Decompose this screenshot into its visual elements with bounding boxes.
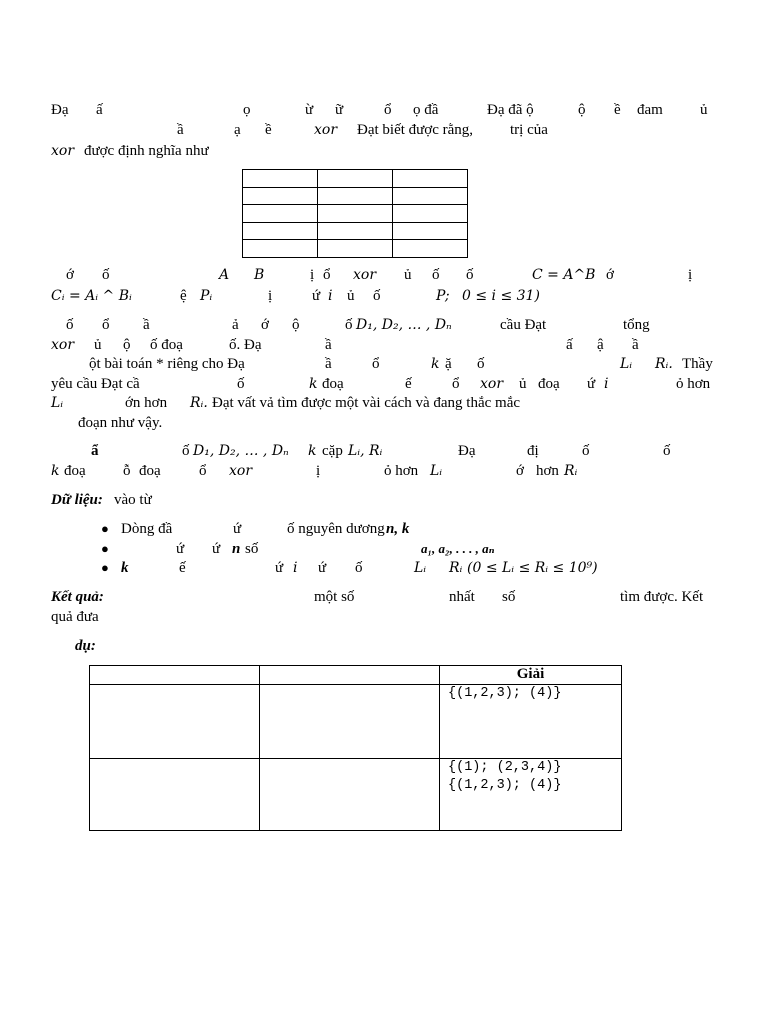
text-fragment: ỏ hơn [676,376,711,392]
math-xor: xor [51,337,75,353]
text-fragment: ủ [404,267,412,283]
text-fragment: ố [373,288,381,304]
text-fragment: ố [102,267,110,283]
text-fragment: đoạ [64,463,86,479]
table-cell [243,222,318,240]
text-fragment: cặp [322,443,343,459]
text-fragment: số [245,541,259,557]
table-row [90,759,622,831]
table-cell [393,187,468,205]
text-fragment: ị [268,288,273,304]
text-fragment: ố nguyên dương [287,521,385,537]
text-fragment: ệ [180,288,187,304]
text-fragment: ổ [199,463,207,479]
math-var: Pᵢ [200,288,213,304]
math-var: Rᵢ [449,560,463,576]
math-xor: xor [314,122,338,138]
text-fragment: ứ [312,288,321,304]
text-fragment: ứ [275,560,284,576]
text-fragment: đam [637,102,663,118]
table-cell [243,187,318,205]
math-formula: C = A^B [532,267,596,283]
text-fragment: cầu Đạt [500,317,547,333]
text-fragment: ố đoạ [150,337,183,353]
text-fragment: Đạ [51,102,69,118]
text-fragment: ớ [606,267,614,283]
input-heading: Dữ liệu: [51,492,103,508]
text-fragment: đoạn như vậy. [78,415,163,431]
text-fragment: Đạ [458,443,476,459]
text-fragment: ứ [233,521,242,537]
text-fragment: hơn [536,463,559,479]
table-cell [318,222,393,240]
text-fragment: ố [345,317,353,333]
math-formula: Cᵢ = Aᵢ ^ Bᵢ [51,288,132,304]
text-fragment: ầ [325,337,332,353]
math-var: Rᵢ. [190,395,208,411]
column-header: Giải [440,666,622,685]
table-row [90,685,622,759]
table-cell [393,222,468,240]
text-fragment: ổ [102,317,110,333]
solution-line: {(1); (2,3,4)} [448,760,562,775]
table-cell [260,759,440,831]
text-fragment: ừ [305,102,314,118]
math-xor: xor [353,267,377,283]
text-fragment: ột bài toán * riêng cho Đạ [89,356,245,372]
text-fragment: số [502,589,516,605]
text-fragment: ủ [94,337,102,353]
text-fragment: ỏ hơn [384,463,419,479]
text-fragment: ố [663,443,671,459]
text-fragment: ộ [578,102,586,118]
text-fragment: ớ [66,267,74,283]
solution-line: {(1,2,3); (4)} [448,686,562,701]
table-cell [243,170,318,188]
text-fragment: đoạ [322,376,344,392]
text-fragment: ố. Đạ [229,337,262,353]
math-pair: Lᵢ, Rᵢ [348,443,383,459]
text-fragment: Đạt biết được rằng, [357,122,474,138]
math-var: n, k [386,521,410,537]
text-fragment: ố [355,560,363,576]
text-fragment: ị [688,267,693,283]
math-range: 0 ≤ i ≤ 31) [462,288,540,304]
text-fragment: quả đưa [51,609,99,625]
table-cell [318,170,393,188]
math-condition: (0 ≤ Lᵢ ≤ Rᵢ ≤ 10⁹) [467,560,598,576]
text-fragment: Thầy [682,356,713,372]
math-xor: xor [229,463,253,479]
text-fragment: ữ [335,102,344,118]
text-fragment: ố [66,317,74,333]
text-fragment: ề [265,122,272,138]
column-header [90,666,260,685]
math-var: i [328,288,333,304]
text-fragment: đoạ [538,376,560,392]
table-cell [260,685,440,759]
text-fragment: ố [582,443,590,459]
text-fragment: ố [477,356,485,372]
text-fragment: ế [405,376,412,392]
math-var: P; [436,288,450,304]
table-cell [90,759,260,831]
text-fragment: tìm được. Kết [620,589,704,605]
output-heading: Kết quả: [51,589,104,605]
text-fragment: ẩ [91,443,99,459]
table-cell [440,685,622,759]
math-xor: xor [480,376,504,392]
math-var: A [219,267,230,283]
text-fragment: ầ [632,337,639,353]
table-cell [393,170,468,188]
text-fragment: ổ [323,267,331,283]
column-header [260,666,440,685]
text-fragment: nhất [449,589,475,605]
xor-truth-table [242,169,468,258]
text-fragment: ầ [325,356,332,372]
math-var: Rᵢ. [655,356,673,372]
text-fragment: ổ [372,356,380,372]
text-fragment: ầ [143,317,150,333]
table-cell [318,187,393,205]
text-fragment: ầ [177,122,184,138]
text-fragment: ố [182,443,190,459]
text-fragment: ổ [384,102,392,118]
math-var: k [308,443,317,459]
table-cell [393,240,468,258]
table-cell [393,205,468,223]
math-var: k [121,560,129,576]
table-cell [90,685,260,759]
text-fragment: tổng [623,317,650,333]
text-fragment: ủ [347,288,355,304]
text-fragment: ộ [292,317,300,333]
text-fragment: ạ [234,122,241,138]
text-fragment: ủ [700,102,708,118]
text-fragment: ọ đầ [413,102,439,118]
table-cell [318,240,393,258]
text-fragment: đoạ [139,463,161,479]
math-var: n [232,541,241,557]
text-fragment: ứ [212,541,221,557]
text-fragment: ề [614,102,621,118]
text-fragment: một số [314,589,355,605]
text-fragment: ị [316,463,321,479]
math-var: i [604,376,609,392]
example-table [89,665,622,831]
text-fragment: ố [237,376,245,392]
table-cell [243,205,318,223]
table-cell [440,759,622,831]
text-fragment: ổ [452,376,460,392]
math-var: Lᵢ [430,463,443,479]
math-var: i [293,560,298,576]
text-fragment: ủ [519,376,527,392]
table-header-row [90,666,622,685]
text-fragment: ứ [587,376,596,392]
text-fragment: ộ [123,337,131,353]
table-cell [243,240,318,258]
math-sequence: D₁, D₂, … , Dₙ [356,317,452,333]
bullet-icon: ● [101,521,109,536]
math-var: B [254,267,265,283]
table-cell [318,205,393,223]
text-fragment: ứ [176,541,185,557]
text-fragment: Dòng đầ [121,521,173,537]
math-sequence: D₁, D₂, … , Dₙ [193,443,289,459]
text-fragment: Đạ đã ộ [487,102,534,118]
math-var: Rᵢ [564,463,578,479]
text-fragment: ị [310,267,315,283]
text-fragment: được định nghĩa như [84,143,209,159]
text-fragment: đị [527,443,539,459]
math-var: k [309,376,318,392]
text-fragment: yêu cầu Đạt cầ [51,376,140,392]
text-fragment: ặ [445,356,452,372]
text-fragment: Đạt vất vả tìm được một vài cách và đang thắc mắc [212,395,521,411]
text-fragment: ớ [516,463,524,479]
text-fragment: ớ [261,317,269,333]
math-xor: xor [51,143,75,159]
example-heading: dụ: [75,638,96,654]
math-var: Lᵢ [414,560,427,576]
text-fragment: ọ [243,102,251,118]
text-fragment: ố [466,267,474,283]
math-sequence: a₁, a₂, . . . , aₙ [421,541,495,556]
text-fragment: trị của [510,122,548,138]
bullet-icon: ● [101,541,109,556]
solution-line: {(1,2,3); (4)} [448,778,562,793]
text-fragment: ấ [566,337,573,353]
text-fragment: ả [232,317,239,333]
bullet-icon: ● [101,560,109,575]
text-fragment: ứ [318,560,327,576]
text-fragment: ố [432,267,440,283]
math-var: k [431,356,440,372]
text-fragment: vào từ [114,492,152,508]
math-var: Lᵢ [51,395,64,411]
math-var: Lᵢ [620,356,633,372]
text-fragment: ớn hơn [125,395,168,411]
text-fragment: ậ [597,337,604,353]
math-var: k [51,463,60,479]
text-fragment: ế [179,560,186,576]
text-fragment: ấ [96,102,103,118]
text-fragment: ỗ [123,463,131,479]
